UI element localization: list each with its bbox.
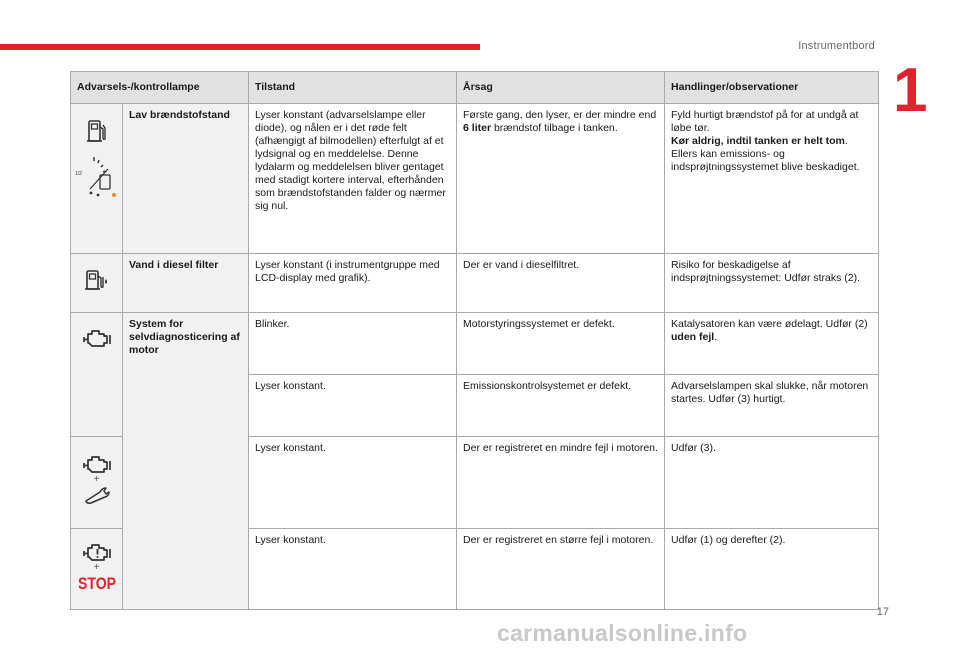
lamp-name: Lav brændstofstand [123,104,249,254]
cause-text: Motorstyringssystemet er defekt. [457,313,665,375]
icon-cell [71,254,123,313]
icon-cell [71,313,123,437]
lamp-name: System for selvdiagnosticering af motor [123,313,249,610]
cause-text: Første gang, den lyser, er der mindre end 6 liter brændstof tilbage i tanken. [457,104,665,254]
plus-sign: + [93,474,100,485]
gauge-label: 1/2 [74,171,82,177]
column-header-lamp: Advarsels-/kontrollampe [71,72,249,104]
section-title: Instrumentbord [798,40,875,52]
action-text: Risiko for beskadigelse af indsprøjtningssystemet: Udfør straks (2). [665,254,879,313]
plus-sign: + [93,562,100,573]
table-row [71,313,879,375]
column-header-cause: Årsag [457,72,665,104]
engine-exclamation-icon [83,542,111,562]
water-in-diesel-icon [85,268,109,292]
cause-text: Der er registreret en mindre fejl i motoren. [457,437,665,529]
stop-icon [77,574,117,591]
cause-text: Der er registreret en større fejl i motoren. [457,529,665,610]
engine-icon [83,454,111,474]
action-text: Katalysatoren kan være ødelagt. Udfør (2) uden fejl. [665,313,879,375]
lamp-name: Vand i diesel filter [123,254,249,313]
fuel-gauge-icon [72,153,122,203]
chapter-number: 1 [893,56,928,125]
state-text: Blinker. [249,313,457,375]
action-text: Advarselslampen skal slukke, når motoren startes. Udfør (3) hurtigt. [665,375,879,437]
table-row [71,104,879,254]
state-text: Lyser konstant (i instrumentgruppe med LCD-display med grafik). [249,254,457,313]
wrench-icon [83,486,111,504]
table-row [71,254,879,313]
state-text: Lyser konstant. [249,437,457,529]
icon-cell [71,529,123,610]
cause-text: Emissionskontrolsystemet er defekt. [457,375,665,437]
column-header-action: Handlinger/observationer [665,72,879,104]
engine-icon [83,328,111,348]
warning-lamp-table [70,71,879,610]
watermark: carmanualsonline.info [497,620,748,646]
icon-cell [71,437,123,529]
action-text: Fyld hurtigt brændstof på for at undgå at løbe tør. Kør aldrig, indtil tanken er helt tom. Ellers kan emissions- og indsprøjtningssystemet blive beskadiget. [665,104,879,254]
top-accent-bar [0,44,480,50]
table-header-row [71,72,879,104]
action-text: Udfør (1) og derefter (2). [665,529,879,610]
fuel-pump-icon [86,119,108,143]
cause-text: Der er vand i dieselfiltret. [457,254,665,313]
state-text: Lyser konstant. [249,375,457,437]
icon-cell [71,104,123,254]
page-number: 17 [876,606,889,618]
column-header-state: Tilstand [249,72,457,104]
action-text: Udfør (3). [665,437,879,529]
stop-label: STOP [77,574,116,593]
state-text: Lyser konstant (advarselslampe eller diode), og nålen er i det røde felt (afhængigt af bilmodellen) efterfulgt af et lydsignal og en meddelelse. Denne lydalarm og meddelelsen bliver gentaget med stadigt kortere interval, efterhånden som brændstofstanden falder og nærmer sig nul. [249,104,457,254]
state-text: Lyser konstant. [249,529,457,610]
